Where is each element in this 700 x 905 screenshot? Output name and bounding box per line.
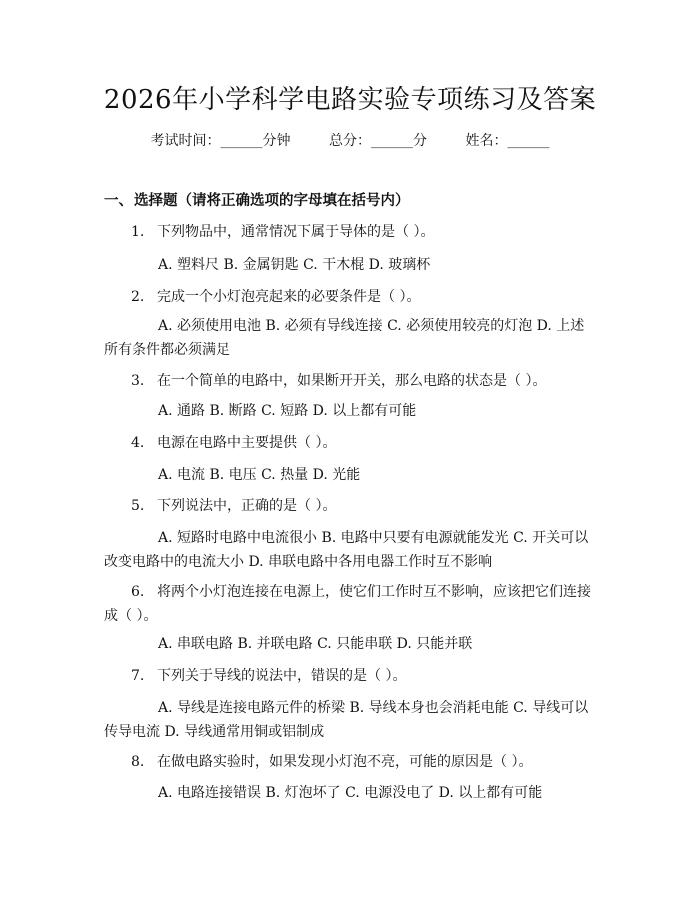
question-text: 在做电路实验时，如果发现小灯泡不亮，可能的原因是（ ）。 bbox=[157, 754, 533, 770]
exam-time: 考试时间：______分钟 bbox=[150, 133, 291, 149]
question-6-options: A. 串联电路 B. 并联电路 C. 只能串联 D. 只能并联 bbox=[158, 636, 473, 652]
question-7-options: A. 导线是连接电路元件的桥梁 B. 导线本身也会消耗电能 C. 导线可以传导电流 D. 导线通常用铜或铝制成 bbox=[104, 700, 589, 740]
question-6 bbox=[104, 580, 600, 628]
question-number: 8. bbox=[131, 754, 145, 770]
question-8-options: A. 电路连接错误 B. 灯泡坏了 C. 电源没电了 D. 以上都有可能 bbox=[158, 785, 543, 801]
student-name: 姓名：______ bbox=[465, 133, 550, 149]
question-3-options: A. 通路 B. 断路 C. 短路 D. 以上都有可能 bbox=[158, 403, 417, 419]
question-1 bbox=[104, 220, 600, 244]
question-7 bbox=[104, 664, 600, 688]
page-title: 2026年小学科学电路实验专项练习及答案 bbox=[103, 85, 597, 115]
question-number: 2. bbox=[131, 289, 145, 305]
total-score: 总分：______分 bbox=[329, 133, 427, 149]
question-text: 完成一个小灯泡亮起来的必要条件是（ ）。 bbox=[157, 289, 421, 305]
question-8 bbox=[104, 750, 600, 774]
section-number: 一、 bbox=[104, 192, 133, 209]
question-5 bbox=[104, 494, 600, 518]
question-text: 电源在电路中主要提供（ ）。 bbox=[157, 435, 337, 451]
question-number: 7. bbox=[131, 668, 145, 684]
question-text: 下列关于导线的说法中，错误的是（ ）。 bbox=[157, 668, 407, 684]
section-title: 选择题（请将正确选项的字母填在括号内） bbox=[134, 192, 410, 209]
question-5-options: A. 短路时电路中电流很小 B. 电路中只要有电源就能发光 C. 开关可以改变电路中的电流大小 D. 串联电路中各用电器工作时互不影响 bbox=[104, 530, 589, 570]
question-2 bbox=[104, 285, 600, 309]
section-heading bbox=[104, 190, 410, 212]
question-number: 5. bbox=[131, 498, 145, 514]
question-number: 6. bbox=[131, 584, 145, 600]
question-text: 下列物品中，通常情况下属于导体的是（ ）。 bbox=[157, 224, 435, 240]
question-text: 在一个简单的电路中，如果断开开关，那么电路的状态是（ ）。 bbox=[157, 373, 547, 389]
question-1-options: A. 塑料尺 B. 金属钥匙 C. 干木棍 D. 玻璃杯 bbox=[158, 257, 431, 273]
question-number: 4. bbox=[131, 435, 145, 451]
question-4 bbox=[104, 431, 600, 455]
question-2-options: A. 必须使用电池 B. 必须有导线连接 C. 必须使用较亮的灯泡 D. 上述所有条件都必须满足 bbox=[104, 318, 585, 358]
question-text: 下列说法中，正确的是（ ）。 bbox=[157, 498, 337, 514]
question-number: 3. bbox=[131, 373, 145, 389]
question-number: 1. bbox=[131, 224, 145, 240]
exam-meta bbox=[0, 130, 700, 152]
question-4-options: A. 电流 B. 电压 C. 热量 D. 光能 bbox=[158, 467, 361, 483]
question-3 bbox=[104, 369, 600, 393]
question-text: 将两个小灯泡连接在电源上，使它们工作时互不影响，应该把它们连接成（ ）。 bbox=[104, 584, 591, 624]
